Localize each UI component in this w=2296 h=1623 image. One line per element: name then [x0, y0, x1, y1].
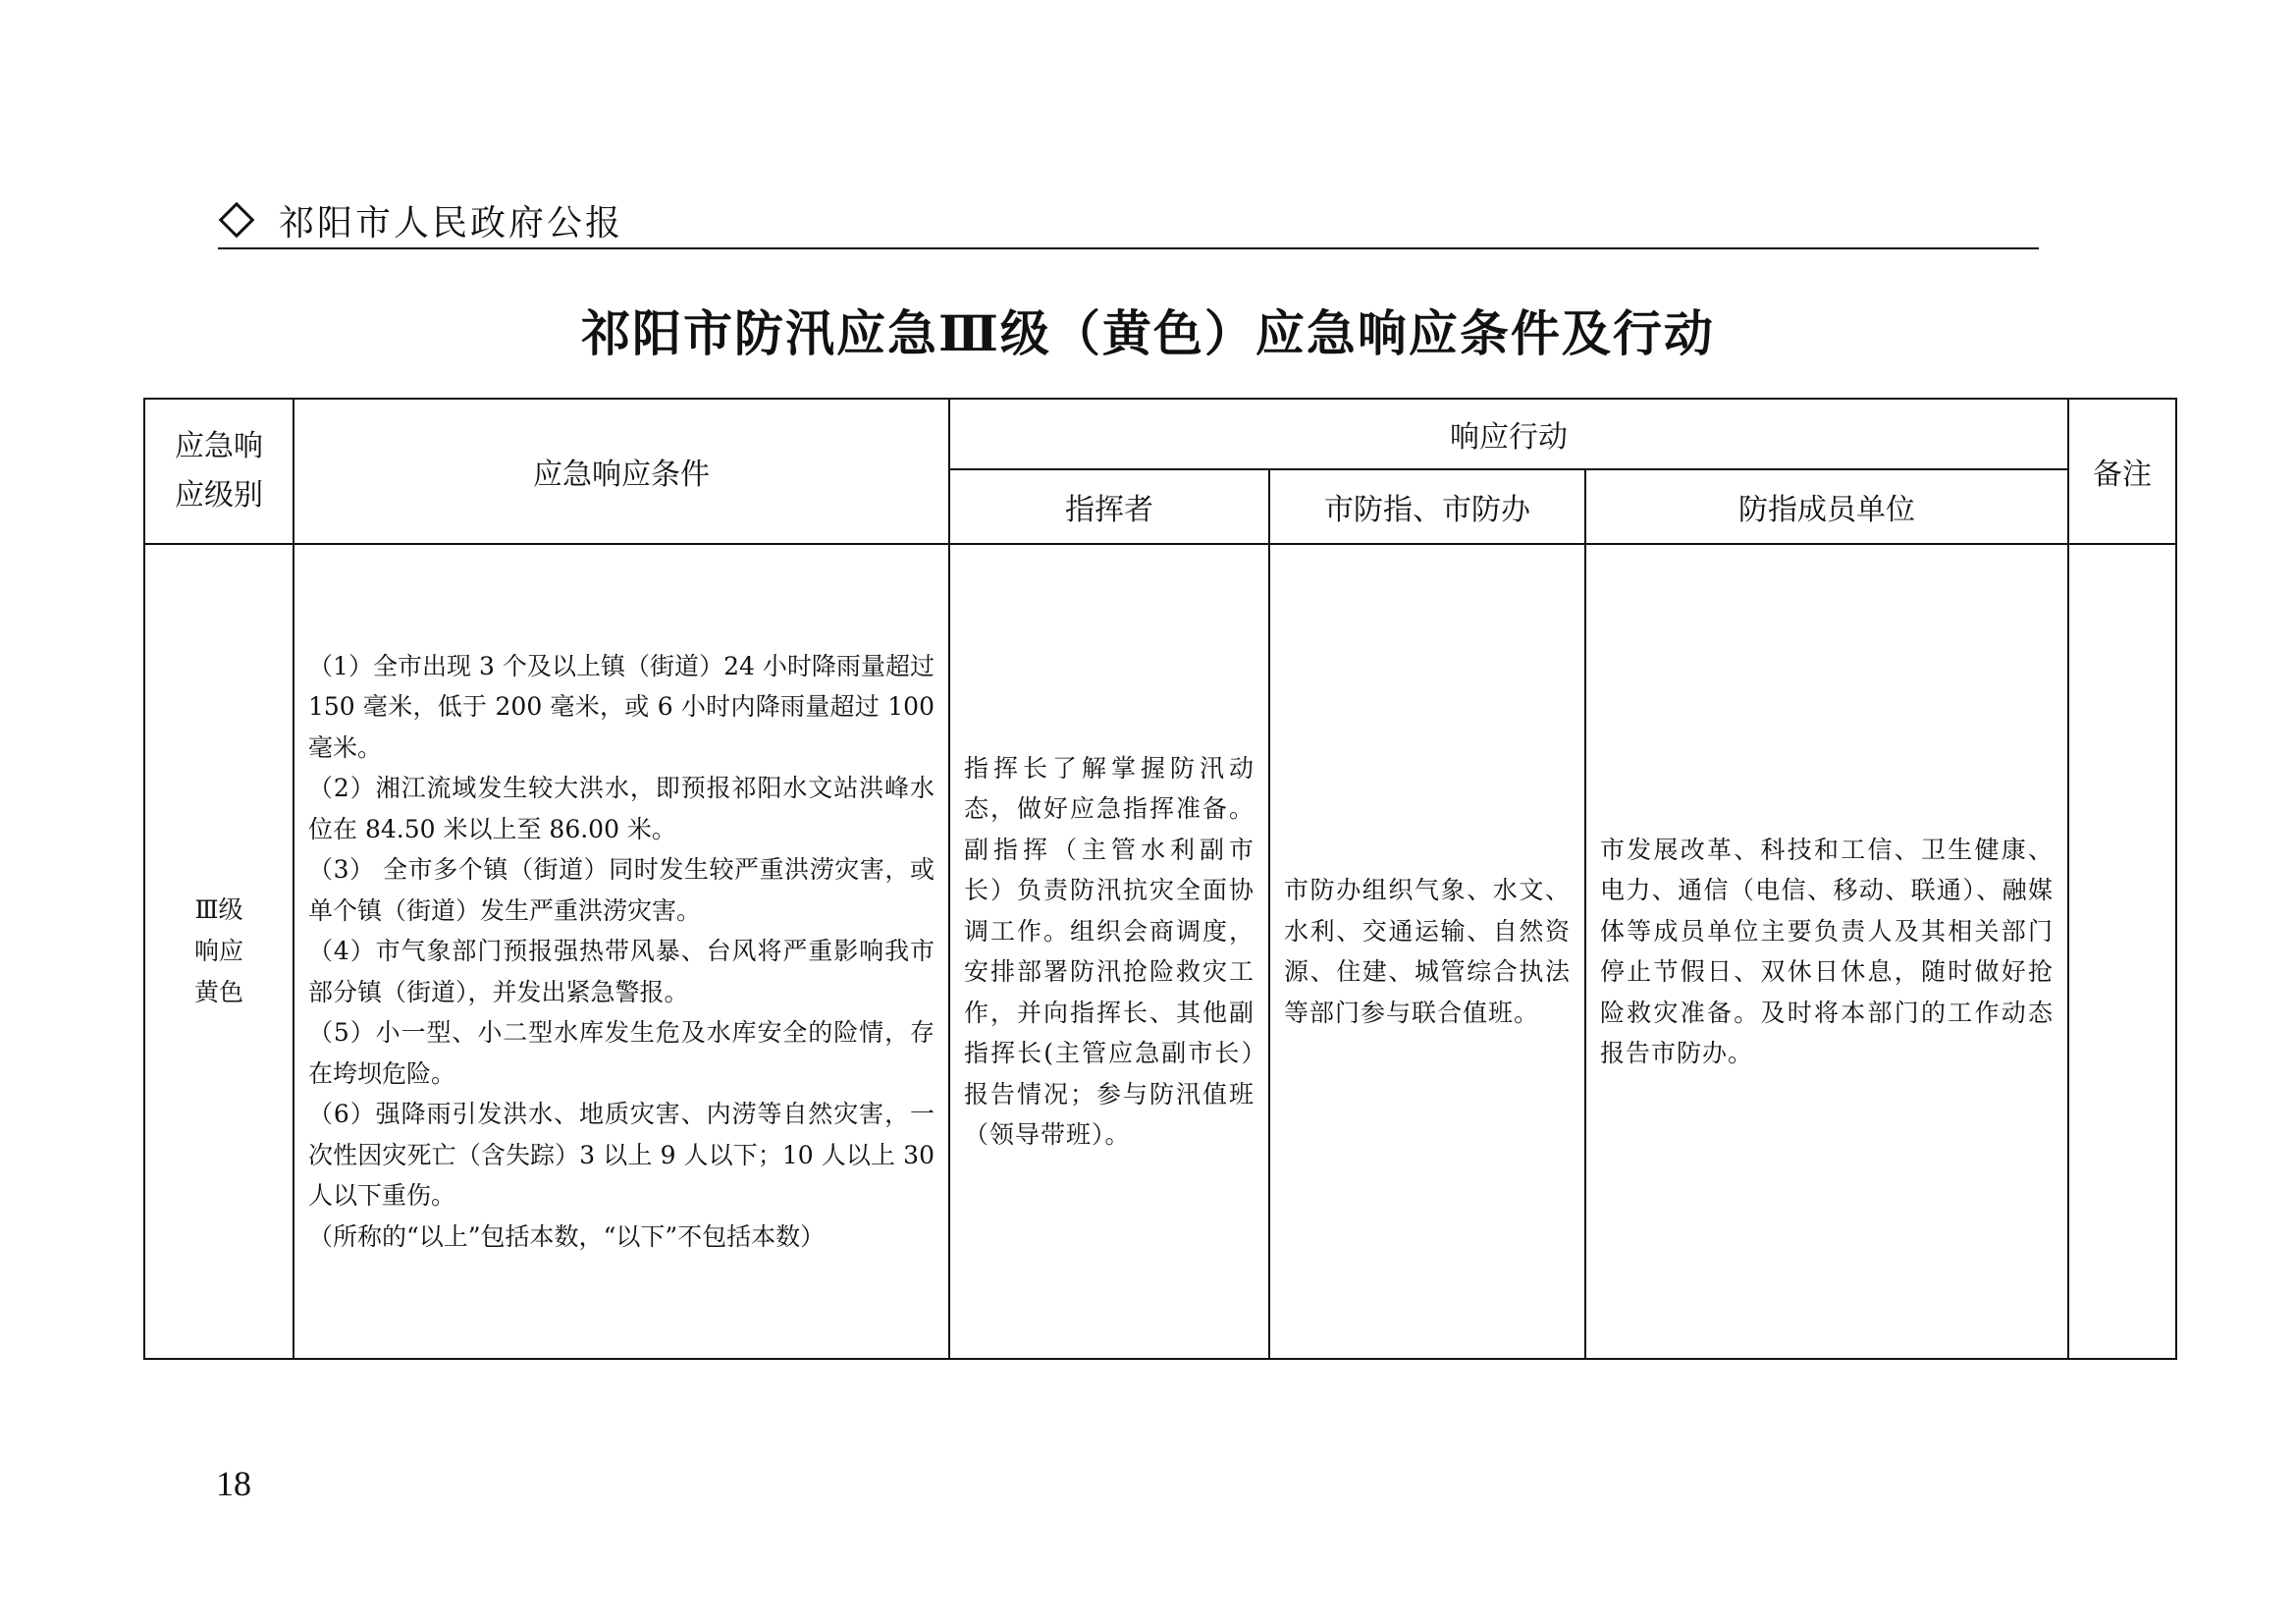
commander-cell [949, 544, 1269, 1359]
condition-item: （6）强降雨引发洪水、地质灾害、内涝等自然灾害，一次性因灾死亡（含失踪）3 以上 9 人以下；10 人以上 30 人以下重伤。 [308, 1100, 934, 1211]
level-header-line-1: 应急响 [175, 429, 263, 463]
publication-name: 祁阳市人民政府公报 [279, 202, 624, 243]
level-header [144, 399, 294, 544]
level-line-2: 响应 [193, 937, 243, 965]
level-line-1: Ⅲ级 [194, 895, 243, 924]
members-cell [1585, 544, 2068, 1359]
conditions-header: 应急响应条件 [294, 399, 949, 544]
page-number: 18 [216, 1464, 251, 1503]
remarks-header: 备注 [2068, 399, 2176, 544]
commander-text: 指挥长了解掌握防汛动态，做好应急指挥准备。副指挥（主管水利副市长）负责防汛抗灾全面协调工作。组织会商调度，安排部署防汛抢险救灾工作，并向指挥长、其他副指挥长(主管应急副市长）报告情况；参与防汛值班（领导带班）。 [964, 753, 1255, 1149]
office-cell [1269, 544, 1585, 1359]
remarks-cell [2068, 544, 2176, 1359]
level-header-line-2: 应级别 [175, 478, 263, 513]
members-text: 市发展改革、科技和工信、卫生健康、电力、通信（电信、移动、联通）、融媒体等成员单位主要负责人及其相关部门停止节假日、双休日休息，随时做好抢险救灾准备。及时将本部门的工作动态报告市防办。 [1600, 835, 2055, 1067]
level-line-3: 黄色 [193, 978, 243, 1006]
office-header: 市防指、市防办 [1269, 469, 1585, 544]
actions-header: 响应行动 [949, 399, 2068, 469]
table-row [144, 544, 2176, 1359]
office-text: 市防办组织气象、水文、水利、交通运输、自然资源、住建、城管综合执法等部门参与联合值班。 [1284, 876, 1571, 1027]
condition-item: （4）市气象部门预报强热带风暴、台风将严重影响我市部分镇（街道），并发出紧急警报。 [308, 937, 934, 1006]
level-cell [144, 544, 294, 1359]
conditions-cell [294, 544, 949, 1359]
condition-note: （所称的“以上”包括本数，“以下”不包括本数） [308, 1221, 826, 1251]
condition-item: （1）全市出现 3 个及以上镇（街道）24 小时降雨量超过 150 毫米，低于 200 毫米，或 6 小时内降雨量超过 100 毫米。 [308, 651, 934, 762]
header-rule [218, 247, 2039, 249]
document-title: 祁阳市防汛应急Ⅲ级（黄色）应急响应条件及行动 [581, 304, 1715, 362]
condition-item: （5）小一型、小二型水库发生危及水库安全的险情，存在垮坝危险。 [308, 1018, 934, 1088]
header-row-1 [144, 399, 2176, 469]
response-table [143, 398, 2177, 1360]
commander-header: 指挥者 [949, 469, 1269, 544]
page-header [218, 192, 623, 247]
diamond-icon [219, 202, 255, 239]
members-header: 防指成员单位 [1585, 469, 2068, 544]
condition-item: （2）湘江流域发生较大洪水，即预报祁阳水文站洪峰水位在 84.50 米以上至 86.00 米。 [308, 774, 934, 843]
condition-item: （3） 全市多个镇（街道）同时发生较严重洪涝灾害，或单个镇（街道）发生严重洪涝灾害。 [308, 855, 934, 925]
